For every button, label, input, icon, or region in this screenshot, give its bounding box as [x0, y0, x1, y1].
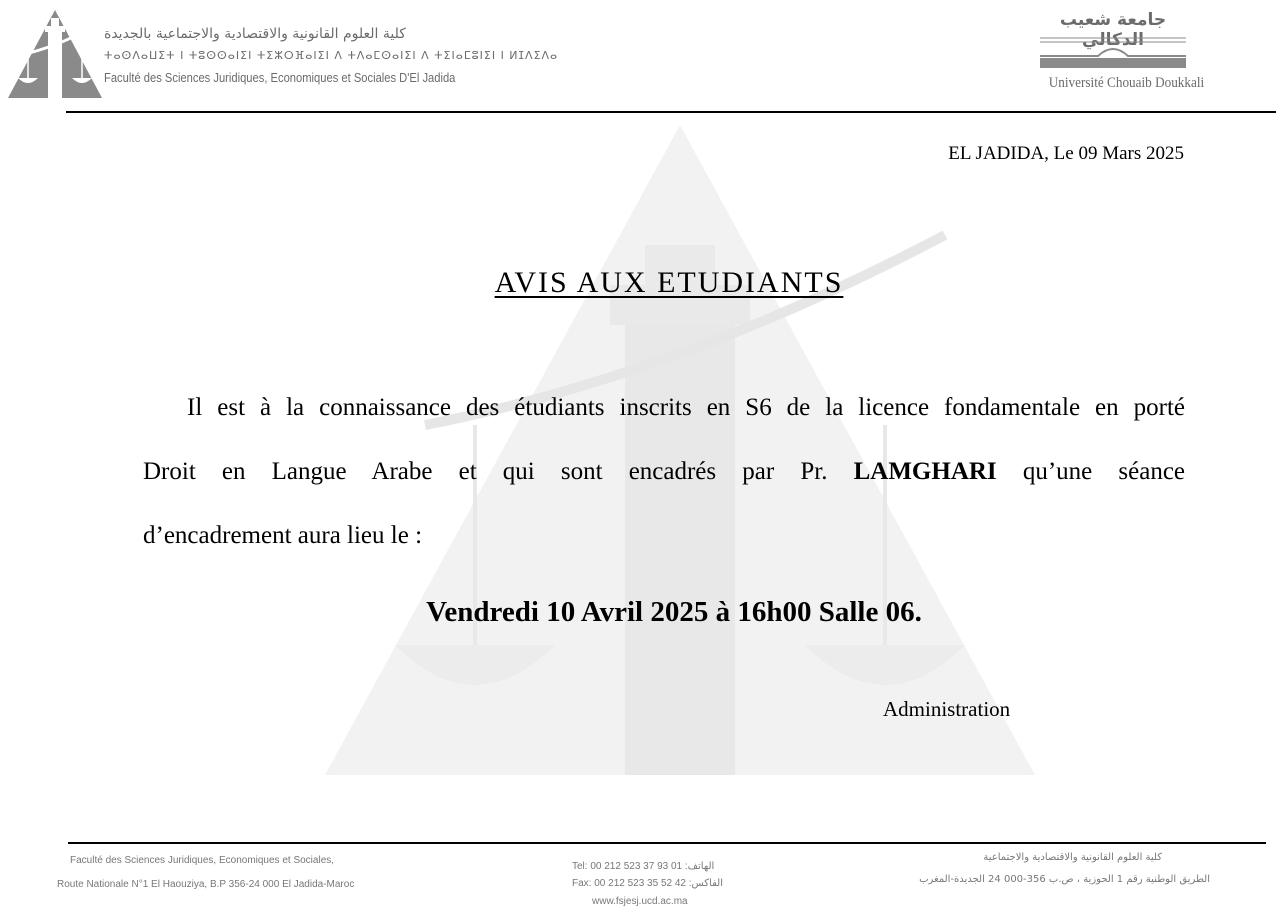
footer-fax: Fax: 00 212 523 35 52 42 :الفاكس	[572, 878, 723, 889]
notice-paragraph-line-1: Il est à la connaissance des étudiants inscrits en S6 de la licence fondamentale en porté	[187, 394, 1185, 421]
footer-address-arabic: الطريق الوطنية رقم 1 الحوزية ، ص.ب 356-000 24 الجديدة-المغرب	[919, 874, 1210, 885]
footer-faculty-arabic: كلية العلوم القانونية والاقتصادية والاجتماعية	[983, 852, 1162, 863]
faculty-name-french: Faculté des Sciences Juridiques, Economiques et Sociales D'El Jadida	[104, 70, 456, 85]
footer-website-link[interactable]: www.fsjesj.ucd.ac.ma	[592, 896, 688, 907]
footer-telephone: Tel: 00 212 523 37 93 01 :الهاتف	[572, 861, 715, 872]
notice-title-text: AVIS AUX ETUDIANTS	[494, 266, 844, 299]
footer-faculty-french: Faculté des Sciences Juridiques, Economiques et Sociales,	[70, 855, 335, 866]
notice-paragraph-line-2	[143, 458, 1185, 486]
university-name-french: Université Chouaib Doukkali	[1048, 75, 1205, 91]
date-line: EL JADIDA, Le 09 Mars 2025	[948, 143, 1184, 164]
footer-divider	[68, 842, 1266, 844]
footer-address-french: Route Nationale N°1 El Haouziya, B.P 356-24 000 El Jadida-Maroc	[57, 879, 355, 890]
signature: Administration	[883, 697, 1011, 721]
line-2-start: Droit en Langue Arabe et qui sont encadrés par Pr.	[143, 458, 828, 485]
faculty-name-tifinagh: ⵜⴰⵙⴷⴰⵡⵉⵜ ⵏ ⵜⵓⵙⵙⴰⵏⵉⵏ ⵜⵉⵣⵔⴼⴰⵏⵉⵏ ⴷ ⵜⴷⴰⵎⵙⴰⵏⵉⵏ ⴷ ⵜⵉⵏⴰⵎⵓⵏⵉⵏ ⵏ ⵍⵊⴷⵉⴷⴰ	[104, 49, 559, 62]
notice-title	[0, 266, 1286, 300]
notice-paragraph-line-3: d’encadrement aura lieu le :	[143, 522, 423, 549]
session-details: Vendredi 10 Avril 2025 à 16h00 Salle 06.	[426, 596, 922, 628]
faculty-name-arabic: كلية العلوم القانونية والاقتصادية والاجتماعية بالجديدة	[104, 26, 406, 42]
faculty-watermark-logo	[325, 125, 1035, 785]
header-divider	[66, 111, 1276, 113]
professor-name: LAMGHARI	[853, 458, 997, 485]
university-logo-icon	[1040, 36, 1186, 72]
university-name-arabic: جامعة شعيب الدكالي	[1059, 10, 1167, 50]
line-2-end: qu’une séance	[1022, 458, 1186, 485]
faculty-logo-icon	[6, 8, 104, 102]
